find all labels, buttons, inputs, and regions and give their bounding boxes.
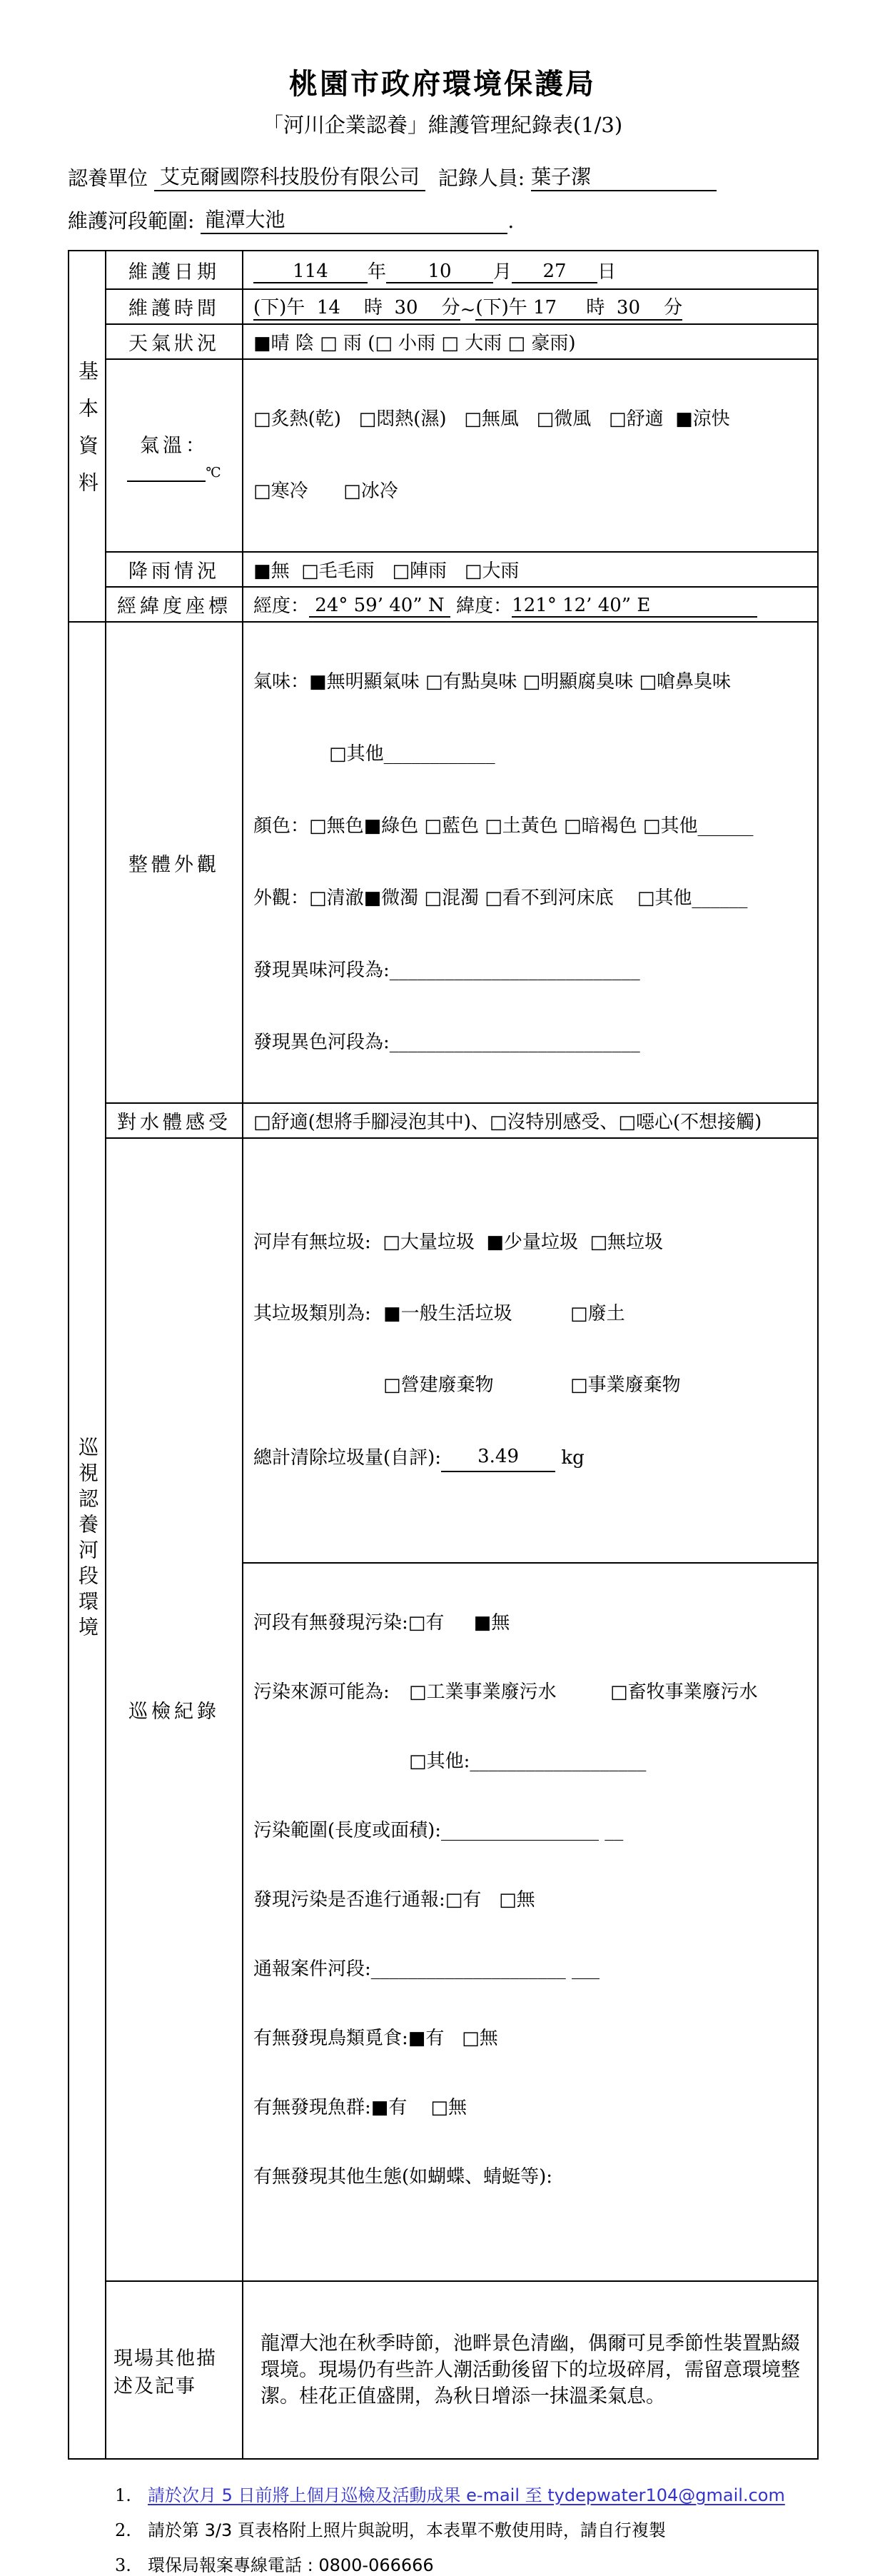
longitude-label: 經度：: [253, 595, 310, 617]
latitude-value: 121° 12’ 40” E: [512, 595, 651, 616]
label-water-feeling: 對水體感受: [106, 1103, 243, 1138]
field-maintenance-date: [243, 251, 818, 289]
temperature-blank: [108, 458, 241, 482]
label-maintenance-time: 維護時間: [106, 289, 243, 324]
pollution-source-other-line: [253, 1749, 807, 1775]
row-date: [69, 251, 818, 289]
field-rainfall-options: ■無 □毛毛雨 □陣雨 □大雨: [243, 552, 818, 587]
birds-line: 有無發現鳥類覓食:■有 □無: [253, 2028, 498, 2049]
smell-other-line: □其他____________: [329, 743, 495, 765]
field-water-feeling: □舒適(想將手腳浸泡其中)、□沒特別感受、□噁心(不想接觸): [243, 1103, 818, 1138]
garbage-type-general: ■一般生活垃圾: [383, 1303, 512, 1324]
scope-value: 龍潭大池: [201, 204, 507, 234]
label-site-notes: 現場其他描述及記事: [106, 2281, 243, 2459]
pollution-source-industrial: □工業事業廢污水: [409, 1681, 557, 1703]
coordinates-trailing-blank: [650, 593, 757, 618]
field-maintenance-time: [243, 289, 818, 324]
field-weather-options: ■晴 陰 □ 雨 (□ 小雨 □ 大雨 □ 豪雨): [243, 324, 818, 359]
fish-line: 有無發現魚群:■有 □無: [253, 2097, 467, 2118]
garbage-type-line1: [253, 1299, 807, 1328]
row-coordinates: [69, 587, 818, 622]
odd-color-section-line: 發現異色河段為:___________________________: [253, 1032, 640, 1053]
page-subtitle: 「河川企業認養」維護管理紀錄表(1/3): [262, 113, 623, 137]
label-overall-appearance: 整體外觀: [106, 622, 243, 1103]
latitude-label: 緯度：: [456, 595, 512, 617]
recorder-label: 記錄人員:: [425, 166, 525, 190]
temperature-options-line2: □寒冷 □冰冷: [253, 481, 398, 502]
label-temperature: [106, 359, 243, 552]
time-end-value: (下)午 17 時 30 分: [475, 293, 682, 321]
color-options-line: 顏色：□無色■綠色 □藍色 □土黃色 □暗褐色 □其他______: [253, 815, 754, 837]
patrol-garbage-section: [243, 1182, 817, 1519]
pollution-source-line: [253, 1679, 807, 1706]
temperature-options-line1: □炙熱(乾) □悶熱(濕) □無風 □微風 □舒適 ■涼快: [253, 408, 730, 430]
scope-line: [68, 204, 817, 234]
row-patrol-record: [69, 1138, 818, 2281]
group-basic-info-label: 基本資料: [76, 361, 99, 509]
scope-period: .: [507, 209, 515, 233]
footer-note-3-text: 環保局報案專線電話 : 0800-066666: [148, 2555, 434, 2575]
footer-note-3-number: 3.: [115, 2555, 131, 2575]
row-appearance: [69, 622, 818, 1103]
row-temperature: [69, 359, 818, 552]
garbage-question-line: 河岸有無垃圾: □大量垃圾 ■少量垃圾 □無垃圾: [253, 1232, 664, 1253]
label-patrol-record: 巡檢紀錄: [106, 1138, 243, 2281]
time-start-value: (下)午 14 時 30 分: [253, 293, 460, 321]
site-notes-text: 龍潭大池在秋季時節，池畔景色清幽，偶爾可見季節性裝置點綴環境。現場仍有些許人潮活動後留下的垃圾碎屑，需留意環境整潔。桂花正值盛開，為秋日增添一抹溫柔氣息。: [261, 2333, 800, 2408]
date-year-value: 114: [253, 261, 368, 283]
date-month-suffix: 月: [493, 261, 512, 283]
pollution-source-other: □其他:___________________: [409, 1751, 647, 1772]
row-water-feeling: [69, 1103, 818, 1138]
group-patrol-environment-label: 巡視認養河段環境: [76, 1436, 99, 1642]
field-coordinates: [243, 587, 818, 622]
group-patrol-environment: [69, 622, 106, 2459]
time-tilde: ~: [460, 299, 476, 321]
garbage-total-line: [253, 1442, 807, 1472]
pollution-source-livestock: □畜牧事業廢污水: [610, 1681, 758, 1703]
pollution-question-line: 河段有無發現污染:□有 ■無: [253, 1612, 510, 1634]
scope-label: 維護河段範圍:: [68, 209, 195, 233]
garbage-total-unit: kg: [555, 1447, 585, 1469]
smell-options-line: 氣味：■無明顯氣味 □有點臭味 □明顯腐臭味 □嗆鼻臭味: [253, 671, 732, 693]
field-temperature-options: [243, 359, 818, 552]
patrol-pollution-section: [243, 1562, 817, 2238]
row-rainfall: [69, 552, 818, 587]
page-title: 桃園市政府環境保護局: [289, 67, 596, 101]
date-day-suffix: 日: [597, 261, 617, 283]
date-day-value: 27: [512, 261, 597, 283]
label-rainfall: 降雨情況: [106, 552, 243, 587]
footer-note-2: [115, 2516, 817, 2541]
row-time: [69, 289, 818, 324]
unit-line: [68, 161, 817, 191]
garbage-total-label: 總計清除垃圾量(自評):: [253, 1447, 442, 1469]
field-overall-appearance: [243, 622, 818, 1103]
group-basic-info: [69, 251, 106, 622]
footer-note-3: [115, 2551, 817, 2576]
pollution-report-line: 發現污染是否進行通報:□有 □無: [253, 1889, 535, 1911]
footer-note-2-number: 2.: [115, 2520, 131, 2540]
label-coordinates: 經緯度座標: [106, 587, 243, 622]
garbage-type-construction: □營建廢棄物: [383, 1374, 494, 1396]
garbage-type-line2: [253, 1371, 807, 1399]
footer-note-1: [115, 2481, 817, 2506]
pollution-source-label: 污染來源可能為:: [253, 1681, 390, 1703]
garbage-type-soil: □廢土: [570, 1303, 625, 1324]
longitude-value: 24° 59’ 40” N: [309, 595, 450, 616]
row-site-notes: [69, 2281, 818, 2459]
date-year-suffix: 年: [368, 261, 387, 283]
garbage-total-value: 3.49: [441, 1442, 555, 1472]
garbage-type-indent: [253, 1371, 383, 1399]
unit-label: 認養單位: [68, 166, 148, 190]
unit-value: 艾克爾國際科技股份有限公司: [154, 161, 425, 191]
footer-note-2-text: 請於第 3/3 頁表格附上照片與說明，本表單不敷使用時，請自行複製: [148, 2520, 666, 2540]
garbage-type-industrial: □事業廢棄物: [570, 1374, 681, 1396]
odd-smell-section-line: 發現異味河段為:___________________________: [253, 960, 640, 981]
temperature-value-blank: [127, 458, 206, 482]
footer-note-1-number: 1.: [115, 2485, 131, 2505]
temperature-label-text: 氣溫：: [140, 434, 208, 457]
other-ecology-line: 有無發現其他生態(如蝴蝶、蜻蜓等):: [253, 2166, 553, 2188]
garbage-type-label: 其垃圾類別為:: [253, 1303, 371, 1324]
footer-notes: [68, 2481, 817, 2576]
date-month-value: 10: [386, 261, 493, 283]
label-maintenance-date: 維護日期: [106, 251, 243, 289]
pollution-source-indent: [253, 1749, 409, 1775]
label-weather: 天氣狀況: [106, 324, 243, 359]
look-options-line: 外觀：□清澈■微濁 □混濁 □看不到河床底 □其他______: [253, 887, 748, 909]
report-section-line: 通報案件河段:_____________________ ___: [253, 1958, 600, 1980]
field-site-notes: [243, 2281, 818, 2459]
pollution-range-line: 污染範圍(長度或面積):_________________ __: [253, 1820, 624, 1841]
row-weather: [69, 324, 818, 359]
temperature-unit: ℃: [206, 464, 221, 481]
recorder-value: 葉子潔: [531, 161, 717, 191]
record-table: [68, 250, 819, 2460]
email-report-link[interactable]: 請於次月 5 日前將上個月巡檢及活動成果 e-mail 至 tydepwater104@gmail.com: [148, 2485, 785, 2505]
field-patrol-record: [243, 1138, 818, 2281]
